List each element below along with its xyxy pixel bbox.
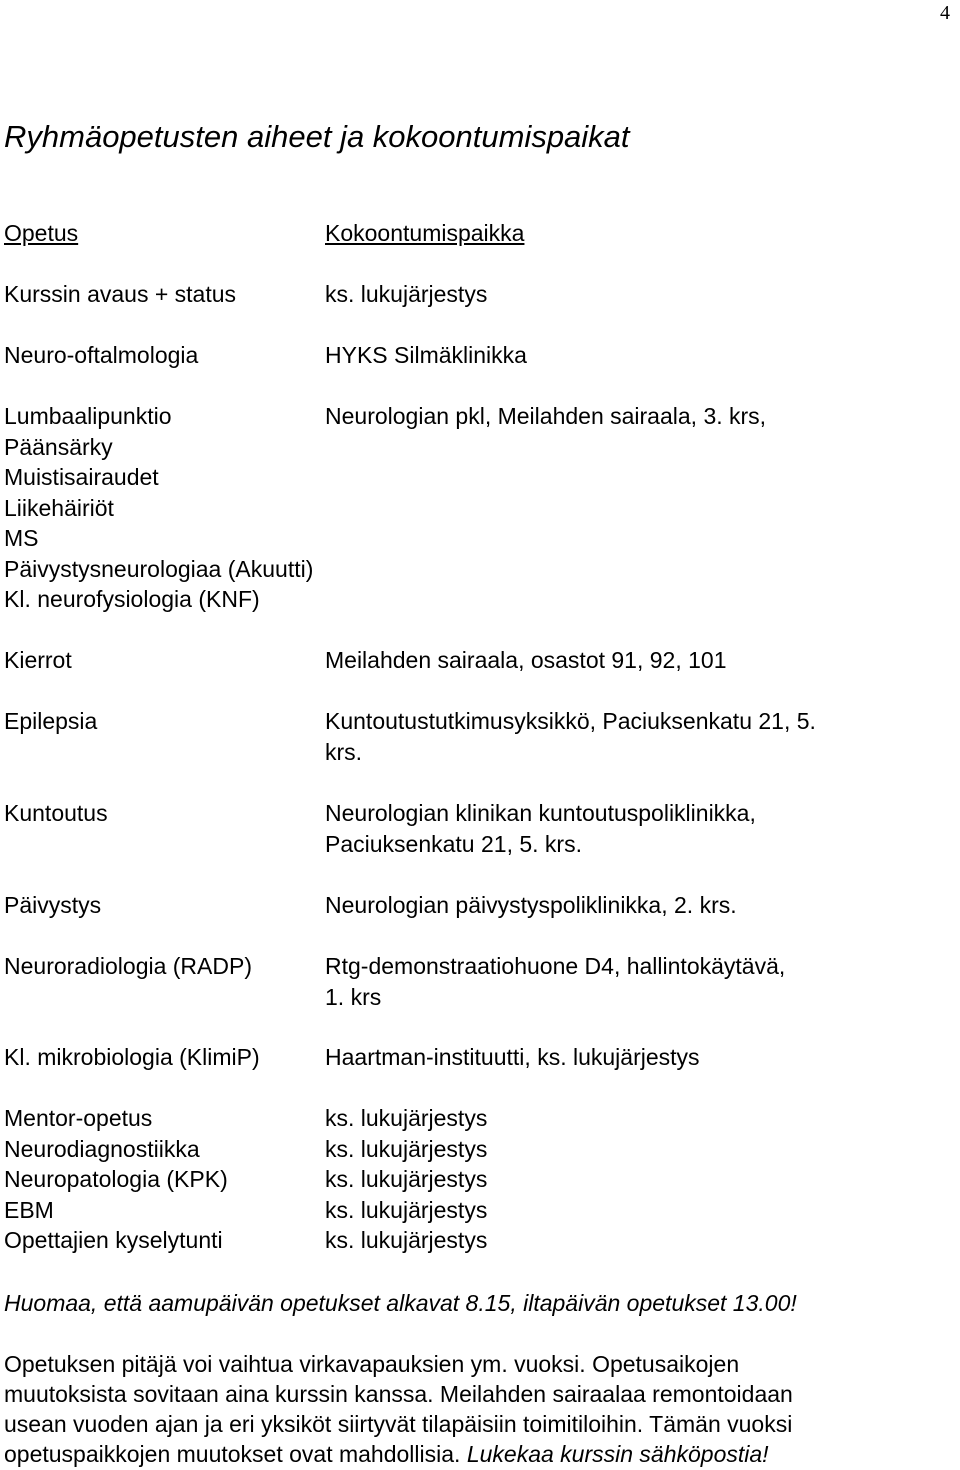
place-line: Neurologian klinikan kuntoutuspoliklinikka,: [325, 800, 756, 826]
topic-line: Kierrot: [4, 647, 72, 673]
place-line: Meilahden sairaala, osastot 91, 92, 101: [325, 647, 727, 673]
place-line: Neurologian pkl, Meilahden sairaala, 3. krs,: [325, 403, 767, 429]
place-line: HYKS Silmäklinikka: [325, 342, 527, 368]
place-line: Kuntoutustutkimusyksikkö, Paciuksenkatu 21, 5.: [325, 708, 816, 734]
info-paragraph: [4, 1349, 954, 1469]
topic-line: Opettajien kyselytunti: [4, 1227, 223, 1253]
header-place: Kokoontumispaikka: [325, 220, 525, 246]
topic-line: MS: [4, 525, 39, 551]
place-line: Neurologian päivystyspoliklinikka, 2. krs.: [325, 892, 737, 918]
place-line: ks. lukujärjestys: [325, 281, 488, 307]
topic-cell: [4, 951, 252, 982]
schedule-note: Huomaa, että aamupäivän opetukset alkavat 8.15, iltapäivän opetukset 13.00!: [4, 1290, 797, 1316]
place-cell: [325, 401, 885, 432]
place-cell: [325, 951, 885, 1012]
place-line: Haartman-instituutti, ks. lukujärjestys: [325, 1044, 700, 1070]
place-line: ks. lukujärjestys: [325, 1105, 488, 1131]
place-cell: [325, 1042, 885, 1073]
topic-line: Kuntoutus: [4, 800, 108, 826]
place-line: ks. lukujärjestys: [325, 1135, 488, 1162]
email-reminder: Lukekaa kurssin sähköpostia!: [466, 1441, 769, 1467]
page-title: Ryhmäopetusten aiheet ja kokoontumispaikat: [4, 119, 630, 154]
topic-line: Neuro-oftalmologia: [4, 342, 199, 368]
topic-line: Kl. mikrobiologia (KlimiP): [4, 1044, 260, 1070]
topic-cell: [4, 1042, 260, 1073]
place-line: ks. lukujärjestys: [325, 1196, 488, 1223]
topic-line: Liikehäiriöt: [4, 494, 114, 521]
topic-line: Mentor-opetus: [4, 1105, 153, 1131]
topic-cell: [4, 706, 97, 737]
place-line: ks. lukujärjestys: [325, 1227, 488, 1253]
topic-line: Päivystysneurologiaa (Akuutti): [4, 555, 314, 582]
place-cell: [325, 279, 885, 310]
page-number: 4: [940, 2, 950, 24]
place-line: ks. lukujärjestys: [325, 1166, 488, 1192]
place-line: Paciuksenkatu 21, 5. krs.: [325, 830, 582, 857]
topic-line: EBM: [4, 1196, 54, 1223]
topic-cell: [4, 890, 101, 921]
topic-line: Muistisairaudet: [4, 464, 159, 490]
paragraph-line: muutoksista sovitaan aina kurssin kanssa. Meilahden sairaalaa remontoidaan: [4, 1381, 793, 1407]
header-topic: Opetus: [4, 220, 79, 246]
topic-line: Kurssin avaus + status: [4, 281, 237, 307]
topic-line: Lumbaalipunktio: [4, 403, 172, 429]
topic-cell: [4, 401, 313, 615]
paragraph-text: opetuspaikkojen muutokset ovat mahdollisia.: [4, 1441, 467, 1467]
topic-cell: [4, 279, 236, 310]
topic-line: Neuroradiologia (RADP): [4, 953, 252, 979]
topic-line: Neuropatologia (KPK): [4, 1166, 228, 1192]
topic-cell: [4, 340, 198, 371]
topic-line: Neurodiagnostiikka: [4, 1135, 200, 1162]
topic-cell: [4, 798, 108, 829]
topic-line: Päänsärky: [4, 433, 113, 460]
place-line: Rtg-demonstraatiohuone D4, hallintokäytävä,: [325, 953, 786, 979]
topic-cell: [4, 1103, 228, 1256]
paragraph-line: Opetuksen pitäjä voi vaihtua virkavapauksien ym. vuoksi. Opetusaikojen: [4, 1351, 740, 1377]
place-cell: [325, 890, 885, 921]
topic-line: Kl. neurofysiologia (KNF): [4, 586, 260, 612]
place-cell: [325, 1103, 885, 1256]
place-line: krs.: [325, 738, 363, 765]
place-cell: [325, 798, 885, 859]
topic-line: Päivystys: [4, 892, 102, 918]
paragraph-line: usean vuoden ajan ja eri yksiköt siirtyvät tilapäisiin toimitiloihin. Tämän vuoksi: [4, 1411, 793, 1437]
topic-line: Epilepsia: [4, 708, 98, 734]
topic-cell: [4, 645, 72, 676]
place-cell: [325, 706, 885, 767]
place-cell: [325, 340, 885, 371]
place-cell: [325, 645, 885, 676]
paragraph-line: [4, 1439, 954, 1469]
place-line: 1. krs: [325, 983, 382, 1010]
